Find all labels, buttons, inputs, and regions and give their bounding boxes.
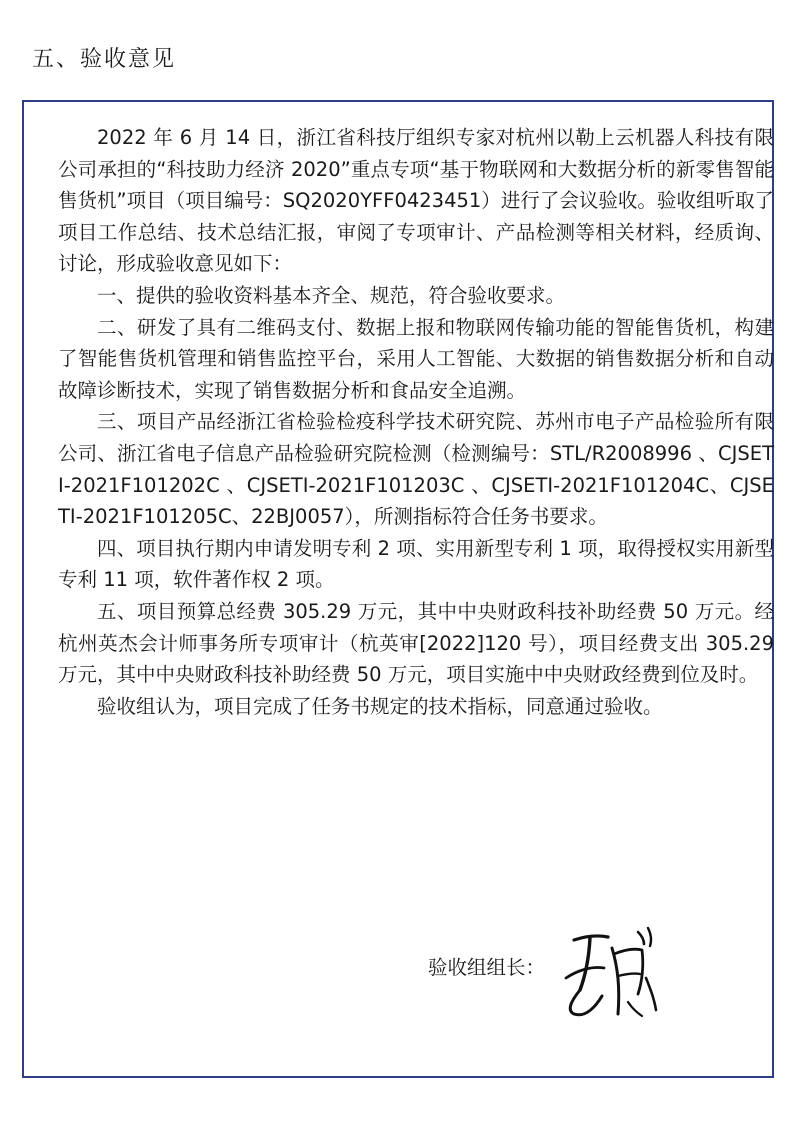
signature-label: 验收组组长： xyxy=(428,956,546,979)
paragraph-item-3: 三、项目产品经浙江省检验检疫科学技术研究院、苏州市电子产品检验所有限公司、浙江省电子信息产品检验研究院检测（检测编号：STL/R2008996 、CJSETI-2021F101202C 、CJSETI-2021F101203C 、CJSETI-2021F101204C、CJSETI-2021F101205C、22BJ0057），所测指标符合任务书要求。 xyxy=(58,410,774,529)
paragraph-item-5: 五、项目预算总经费 305.29 万元，其中中央财政科技补助经费 50 万元。经杭州英杰会计师事务所专项审计（杭英审[2022]120 号），项目经费支出 305.29 万元，其中中央财政科技补助经费 50 万元，项目实施中中央财政经费到位及时。 xyxy=(58,599,774,687)
section-heading: 五、验收意见 xyxy=(32,47,177,72)
paragraph-conclusion: 验收组认为，项目完成了任务书规定的技术指标，同意通过验收。 xyxy=(97,694,663,718)
handwritten-signature-icon xyxy=(556,918,666,1028)
acceptance-opinion-body xyxy=(58,122,774,722)
paragraph-item-2: 二、研发了具有二维码支付、数据上报和物联网传输功能的智能售货机，构建了智能售货机管理和销售监控平台，采用人工智能、大数据的销售数据分析和自动故障诊断技术，实现了销售数据分析和食品安全追溯。 xyxy=(58,315,774,402)
signature-block xyxy=(428,918,688,1038)
paragraph-intro: 2022 年 6 月 14 日，浙江省科技厅组织专家对杭州以勒上云机器人科技有限公司承担的“科技助力经济 2020”重点专项“基于物联网和大数据分析的新零售智能售货机”项目（项目编号：SQ2020YFF0423451）进行了会议验收。验收组听取了项目工作总结、技术总结汇报，审阅了专项审计、产品检测等相关材料，经质询、讨论，形成验收意见如下： xyxy=(58,126,774,276)
paragraph-item-4: 四、项目执行期内申请发明专利 2 项、实用新型专利 1 项，取得授权实用新型专利 11 项，软件著作权 2 项。 xyxy=(58,536,774,592)
paragraph-item-1: 一、提供的验收资料基本齐全、规范，符合验收要求。 xyxy=(97,283,566,307)
